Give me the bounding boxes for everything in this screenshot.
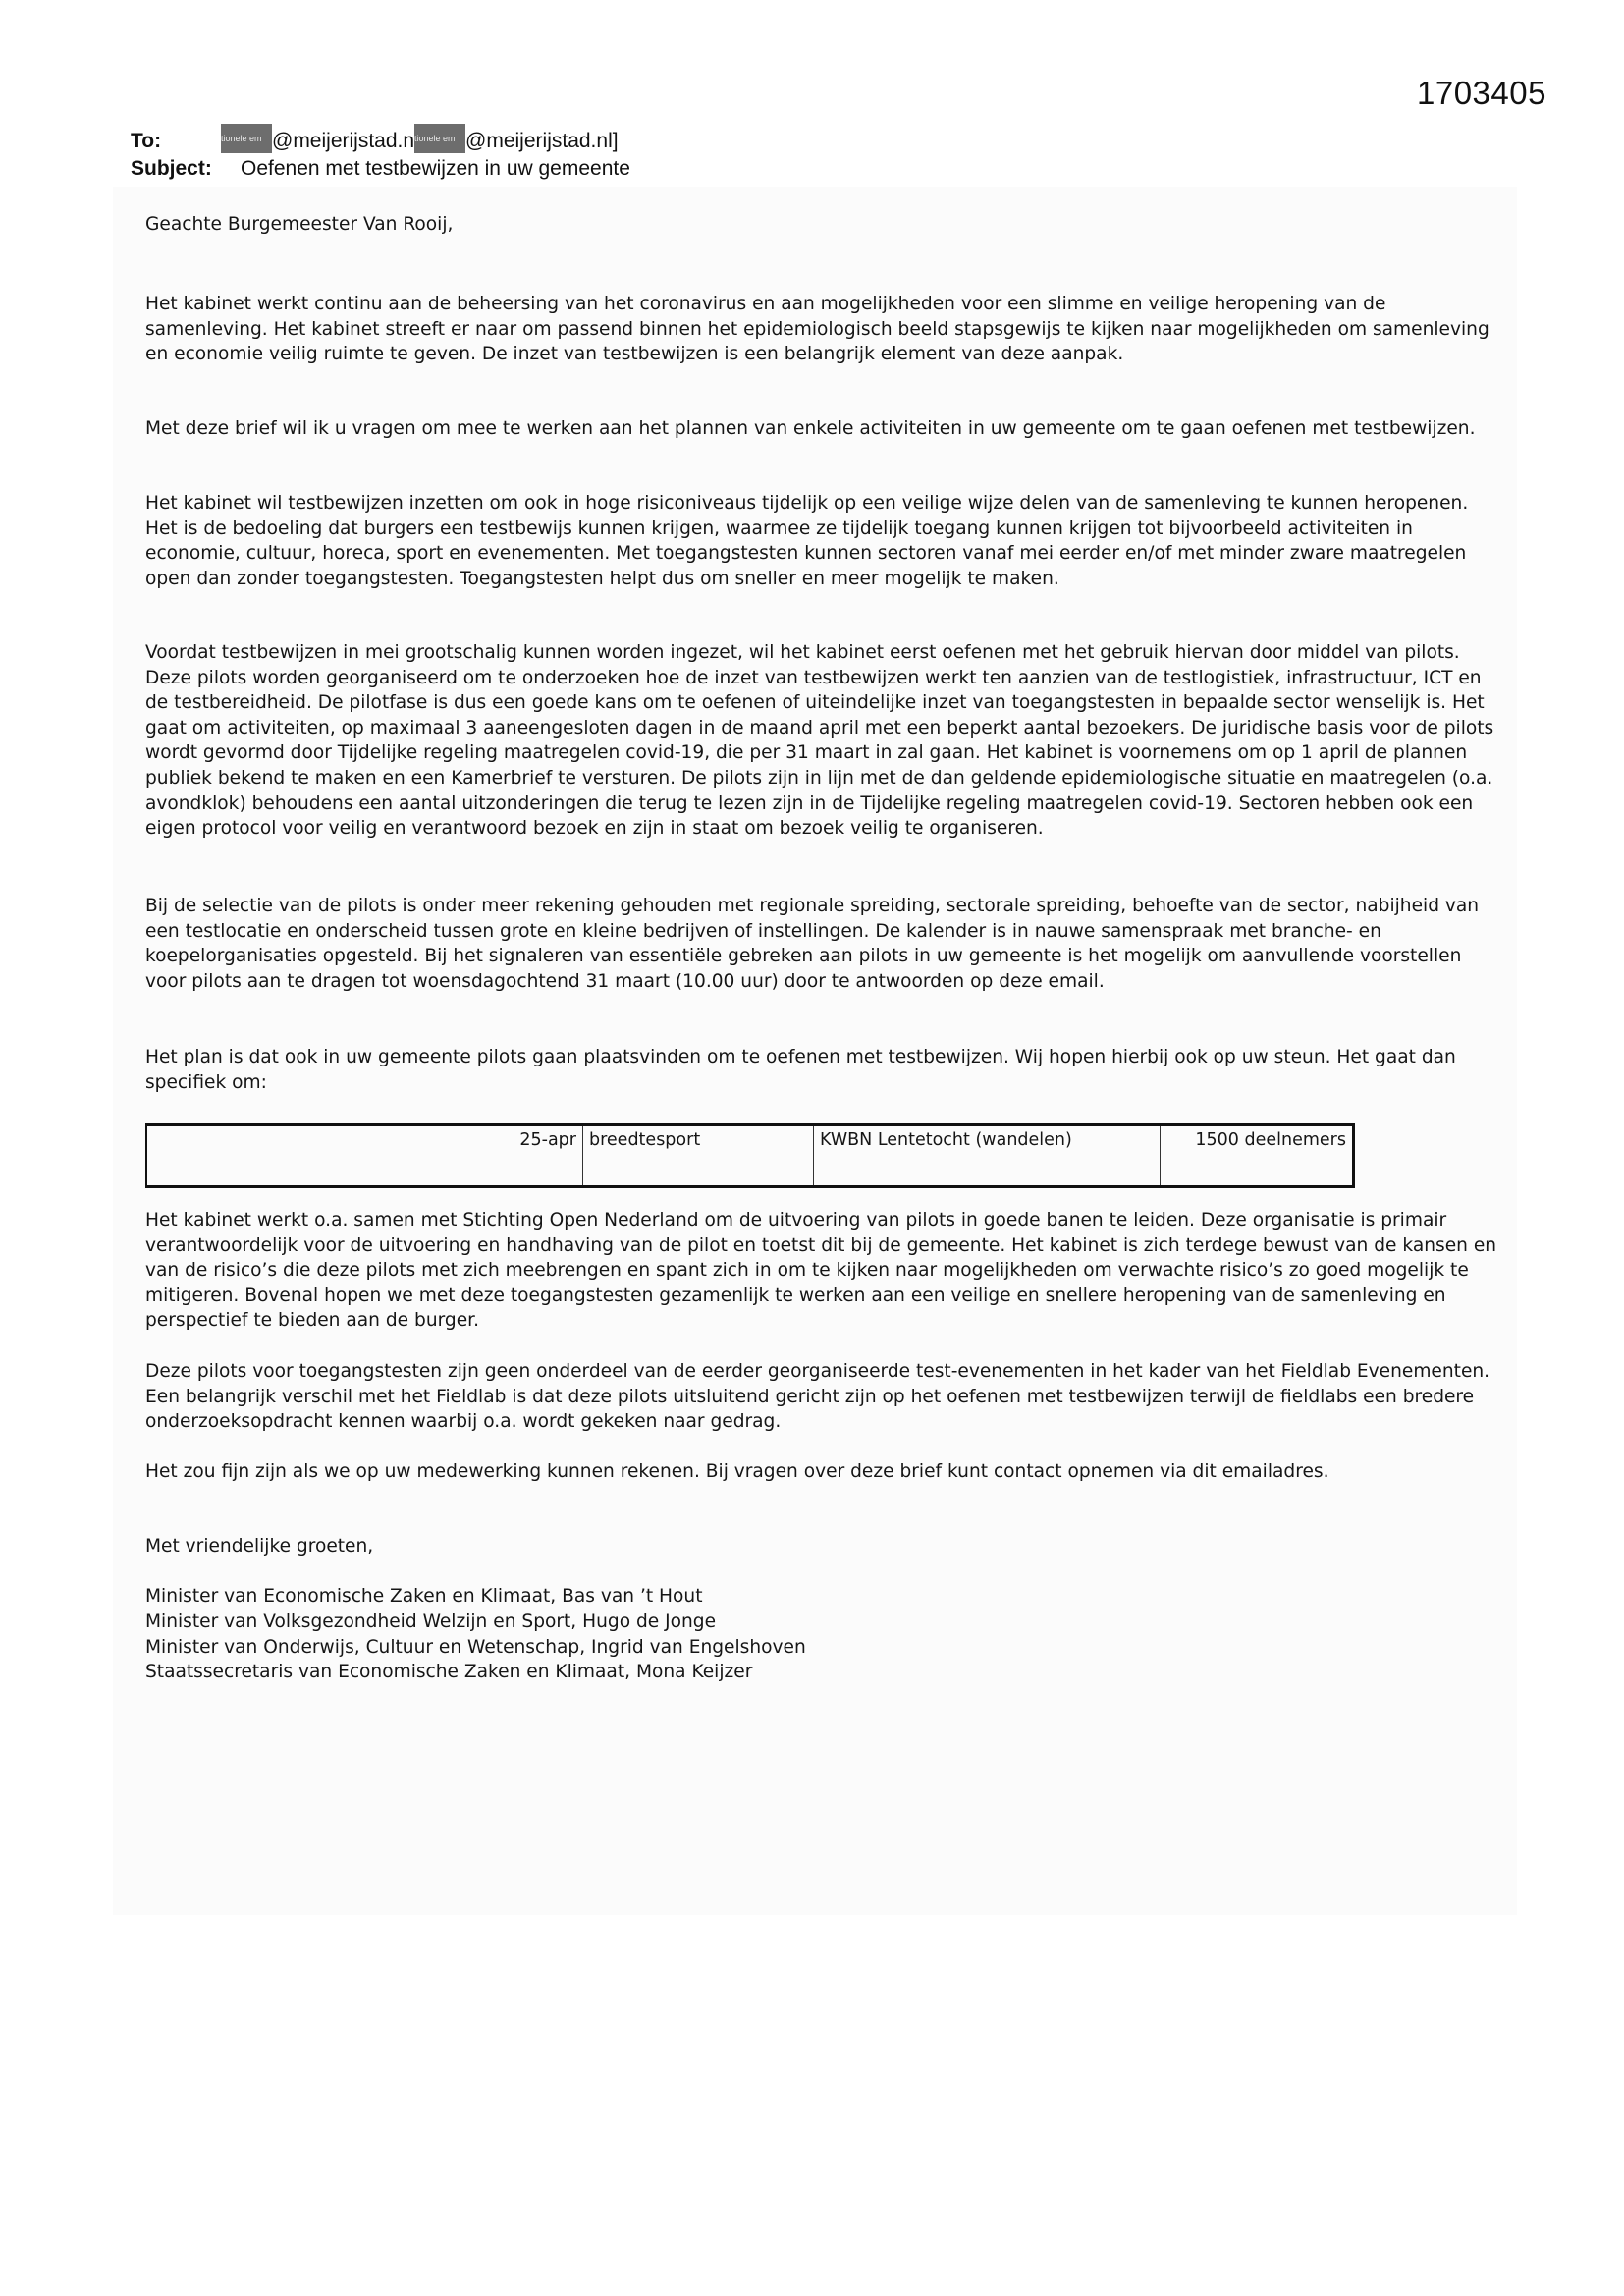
pilot-participants: 1500 deelnemers xyxy=(1195,1130,1346,1150)
pilot-activity: KWBN Lentetocht (wandelen) xyxy=(814,1125,1161,1187)
paragraph-plan: Het plan is dat ook in uw gemeente pilots gaan plaatsvinden om te oefenen met testbewijzen. Wij hopen hierbij ook op uw steun. Het gaat dan specifiek om: xyxy=(145,1047,1456,1093)
signatory: Minister van Economische Zaken en Klimaat, Bas van ’t Hout xyxy=(145,1586,703,1607)
recipient-domain: @meijerijstad.n xyxy=(272,130,415,152)
subject-text: Oefenen met testbewijzen in uw gemeente xyxy=(241,157,630,180)
paragraph-testbewijzen-purpose: Het kabinet wil testbewijzen inzetten om ook in hoge risiconiveaus tijdelijk op een veilige wijze delen van de samenleving te kunnen heropenen. Het is de bedoeling dat burgers een testbewijs kunnen krijgen, waarmee ze tijdelijk toegang kunnen krijgen tot bijvoorbeeld activiteiten in economie, cultuur, horeca, sport en evenementen. Met toegangstesten kunnen sectoren vanaf mei eerder en/of met minder zware maatregelen open dan zonder toegangstesten. Toegangstesten helpt dus om sneller en meer mogelijk te maken. xyxy=(145,493,1469,589)
email-subject-line xyxy=(131,157,630,181)
document-number: 1703405 xyxy=(1417,75,1546,111)
pilot-date: 25-apr xyxy=(146,1125,583,1187)
salutation: Geachte Burgemeester Van Rooij, xyxy=(145,214,454,235)
paragraph-request: Met deze brief wil ik u vragen om mee te werken aan het plannen van enkele activiteiten in uw gemeente om te gaan oefenen met testbewijzen. xyxy=(145,418,1476,439)
table-row xyxy=(146,1125,1354,1187)
redacted-email-box: tionele em xyxy=(414,124,465,153)
recipient-domain: @meijerijstad.nl] xyxy=(465,130,619,152)
subject-label: Subject: xyxy=(131,157,212,180)
paragraph-intro: Het kabinet werkt continu aan de beheersing van het coronavirus en aan mogelijkheden voor een slimme en veilige heropening van de samenleving. Het kabinet streeft er naar om passend binnen het epidemiologisch beeld stapsgewijs te kijken naar mogelijkheden om samenleving en economie veilig ruimte te geven. De inzet van testbewijzen is een belangrijk element van deze aanpak. xyxy=(145,294,1489,365)
signatory: Minister van Onderwijs, Cultuur en Wetenschap, Ingrid van Engelshoven xyxy=(145,1636,806,1658)
pilot-table xyxy=(145,1123,1355,1188)
closing: Met vriendelijke groeten, xyxy=(145,1536,374,1557)
email-to-line xyxy=(131,130,619,153)
signatory: Staatssecretaris van Economische Zaken en Klimaat, Mona Keijzer xyxy=(145,1662,753,1683)
paragraph-contact: Het zou fijn zijn als we op uw medewerking kunnen rekenen. Bij vragen over deze brief kunt contact opnemen via dit emailadres. xyxy=(145,1461,1329,1482)
paragraph-selection: Bij de selectie van de pilots is onder meer rekening gehouden met regionale spreiding, sectorale spreiding, behoefte van de sector, nabijheid van een testlocatie en onderscheid tussen grote en kleine bedrijven of instellingen. De kalender is in nauwe samenspraak met branche- en koepelorganisaties opgesteld. Bij het signaleren van essentiële gebreken aan pilots in uw gemeente is het mogelijk om aanvullende voorstellen voor pilots aan te dragen tot woensdagochtend 31 maart (10.00 uur) door te antwoorden op deze email. xyxy=(145,896,1480,992)
paragraph-pilots: Voordat testbewijzen in mei grootschalig kunnen worden ingezet, wil het kabinet eerst oefenen met het gebruik hiervan door middel van pilots. Deze pilots worden georganiseerd om te onderzoeken hoe de inzet van testbewijzen werkt ten aanzien van de testlogistiek, infrastructuur, ICT en de testbereidheid. De pilotfase is dus een goede kans om te oefenen of uiteindelijke inzet van toegangstesten in bepaalde sector wenselijk is. Het gaat om activiteiten, op maximaal 3 aaneengesloten dagen in de maand april met een beperkt aantal bezoekers. De juridische basis voor de pilots wordt gevormd door Tijdelijke regeling maatregelen covid-19, die per 31 maart in zal gaan. Het kabinet is voornemens om op 1 april de plannen publiek bekend te maken en een Kamerbrief te versturen. De pilots zijn in lijn met de dan geldende epidemiologische situatie en maatregelen (o.a. avondklok) behoudens een aantal uitzonderingen die terug te lezen zijn in de Tijdelijke regeling maatregelen covid-19. Sectoren hebben ook een eigen protocol voor veilig en verantwoord bezoek en zijn in staat om bezoek veilig te organiseren. xyxy=(145,642,1494,840)
paragraph-fieldlab: Deze pilots voor toegangstesten zijn geen onderdeel van de eerder georganiseerde test-evenementen in het kader van het Fieldlab Evenementen. Een belangrijk verschil met het Fieldlab is dat deze pilots uitsluitend gericht zijn op het oefenen met testbewijzen terwijl de fieldlabs een bredere onderzoeksopdracht kennen waarbij o.a. wordt gekeken naar gedrag. xyxy=(145,1361,1490,1433)
redacted-email-box: tionele em xyxy=(221,124,272,153)
to-label: To: xyxy=(131,130,162,152)
paragraph-stichting-open-nederland: Het kabinet werkt o.a. samen met Stichting Open Nederland om de uitvoering van pilots in goede banen te leiden. Deze organisatie is primair verantwoordelijk voor de uitvoering en handhaving van de pilot en toetst dit bij de gemeente. Het kabinet is zich terdege bewust van de kansen en van de risico’s die deze pilots met zich meebrengen en spant zich in om te kijken naar mogelijkheden om verwachte risico’s zo goed mogelijk te mitigeren. Bovenal hopen we met deze toegangstesten gezamenlijk te werken aan een veilige en snellere heropening van de samenleving en perspectief te bieden aan de burger. xyxy=(145,1210,1497,1332)
pilot-sector: breedtesport xyxy=(583,1125,814,1187)
signatory: Minister van Volksgezondheid Welzijn en Sport, Hugo de Jonge xyxy=(145,1611,717,1632)
signatories xyxy=(145,1584,1500,1685)
